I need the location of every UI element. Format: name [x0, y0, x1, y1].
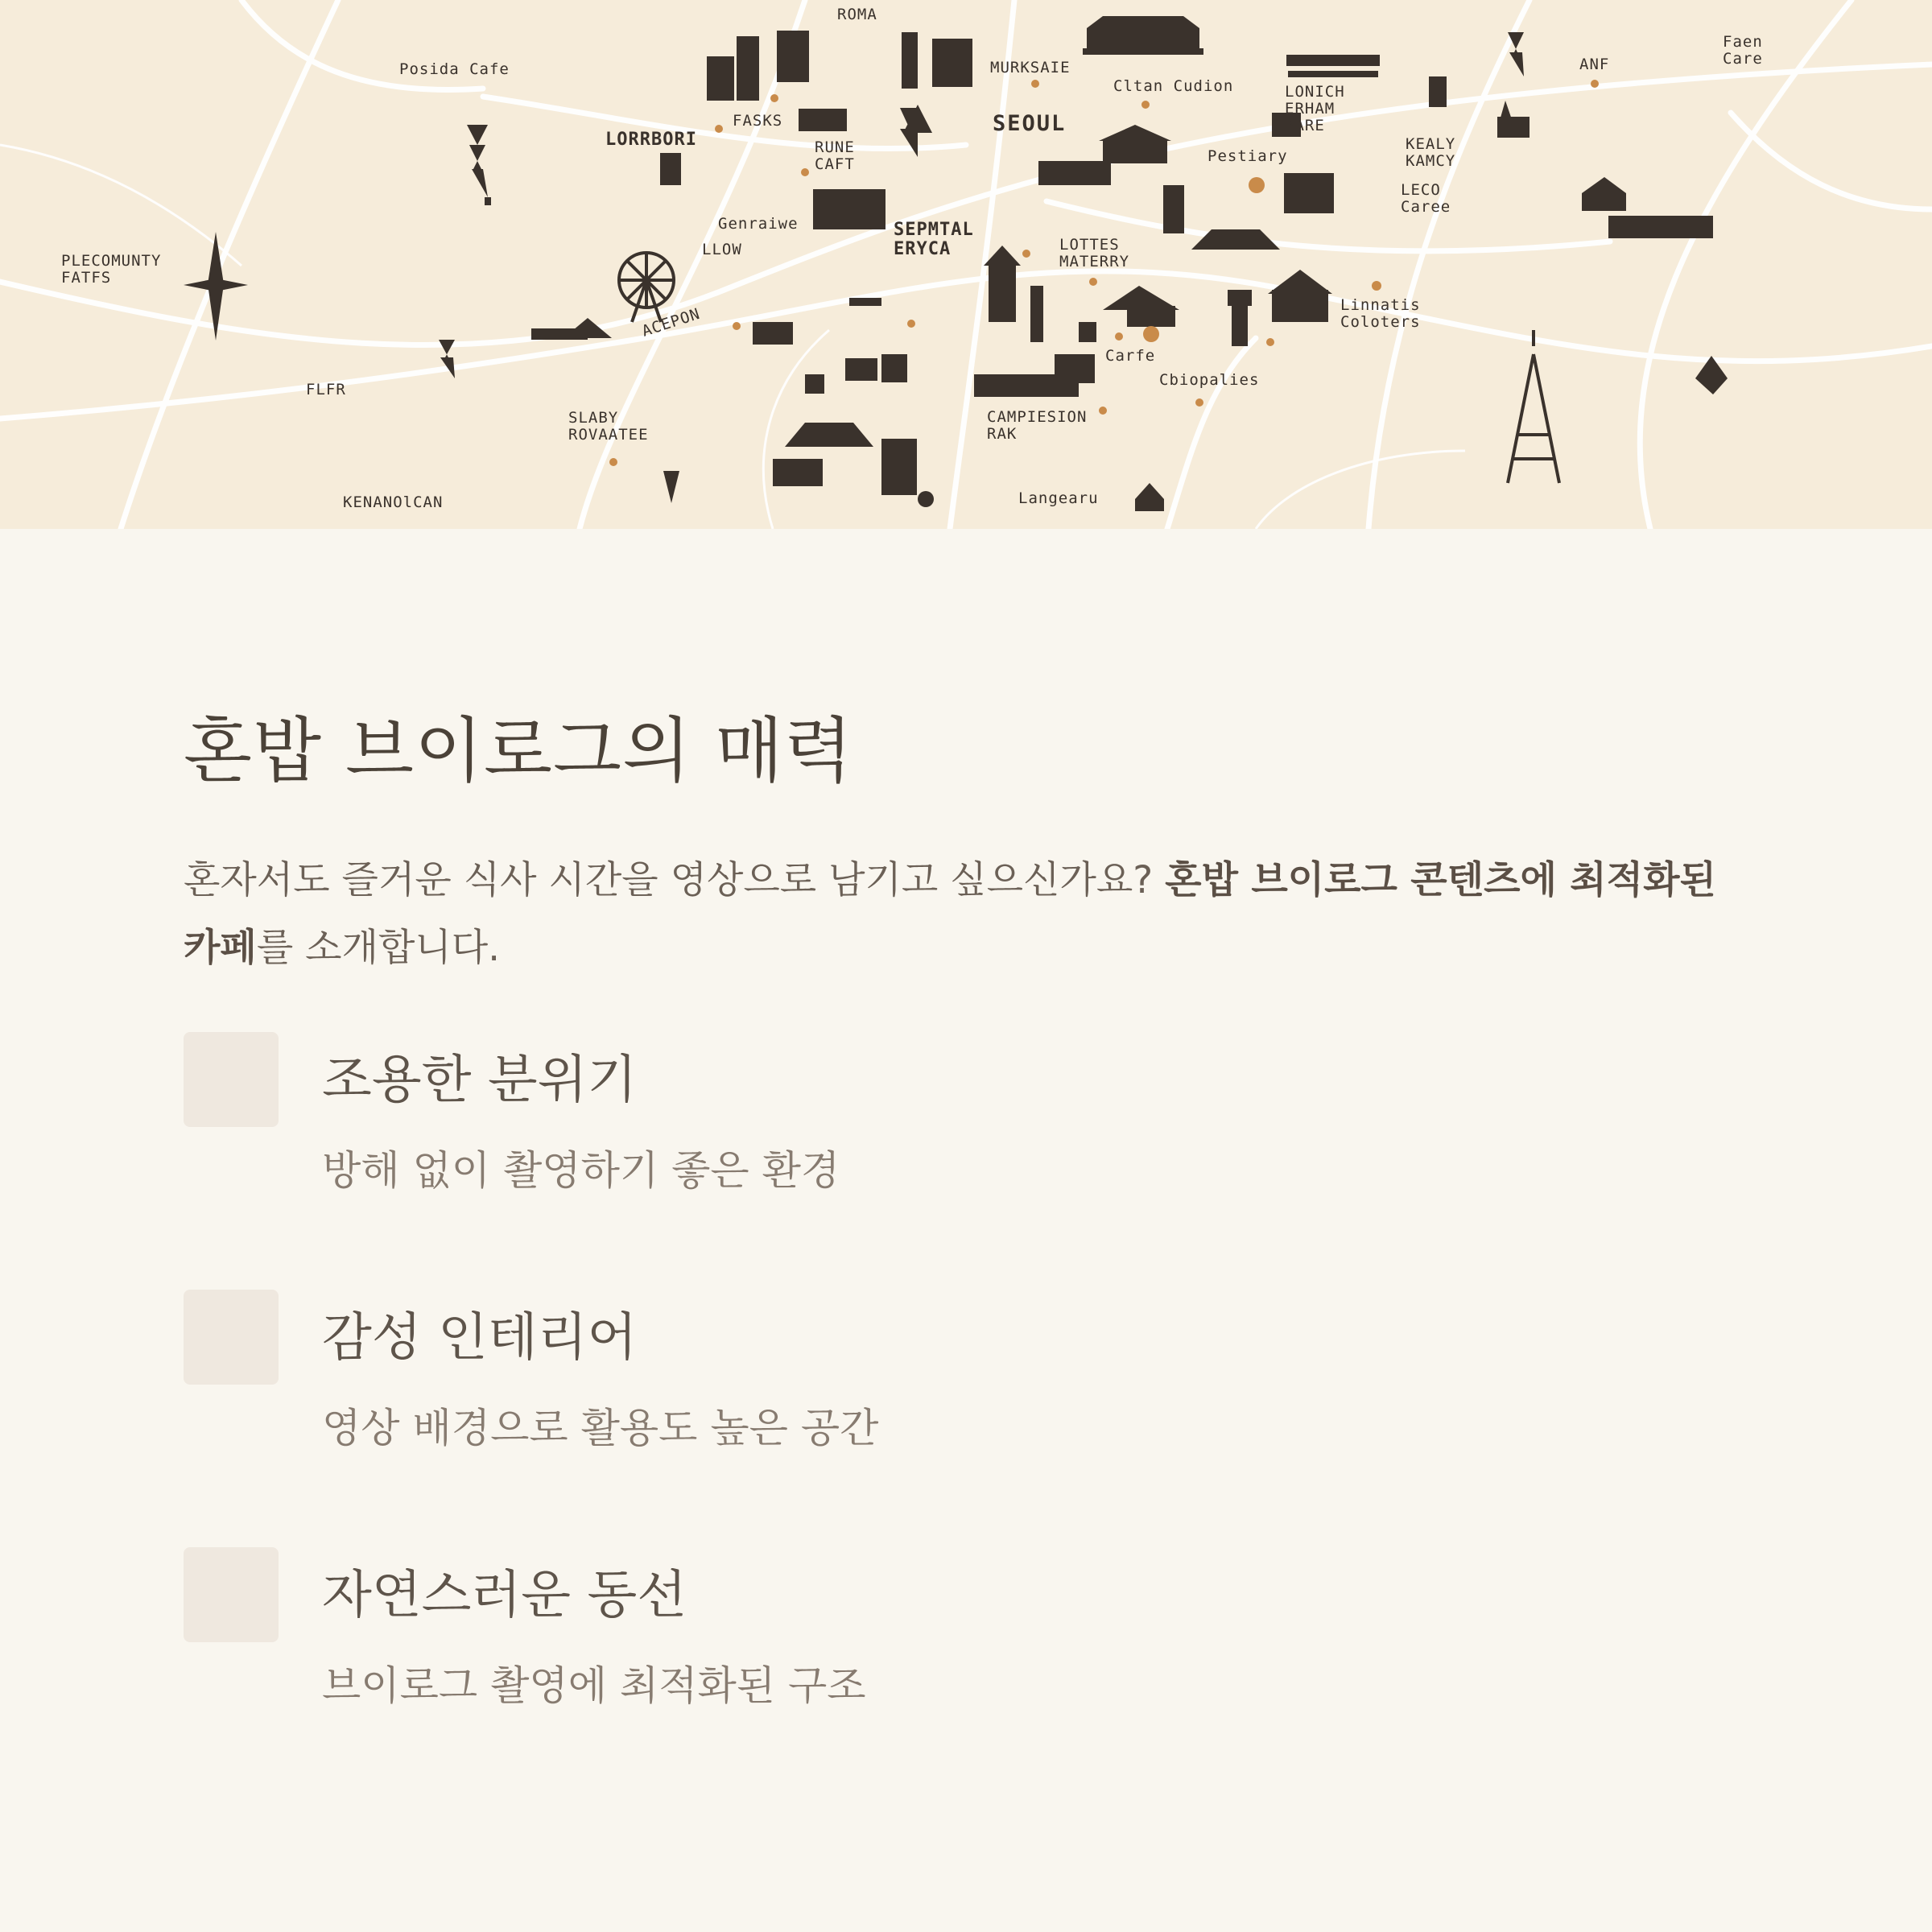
- map-label-acepon: ACEPON: [639, 304, 703, 341]
- map-label-carfe: Carfe: [1105, 347, 1156, 365]
- section-title: 혼밥 브이로그의 매력: [184, 709, 854, 792]
- hero-map-image: [0, 0, 1932, 529]
- feature-item: [184, 1547, 1748, 1805]
- map-label-cltan-cudion: Cltan Cudion: [1113, 77, 1234, 95]
- main-content: [184, 529, 1748, 1805]
- map-label-erham: ERHAM: [1285, 100, 1335, 118]
- intro-paragraph: [184, 847, 1753, 982]
- feature-icon-placeholder: [184, 1547, 279, 1642]
- map-label-rune-caft: RUNE CAFT: [815, 138, 855, 173]
- map-label-kenanolcan: KENANOlCAN: [343, 493, 444, 511]
- map-label-roma: ROMA: [837, 6, 877, 23]
- feature-list: [184, 1032, 1748, 1805]
- feature-icon-placeholder: [184, 1290, 279, 1385]
- intro-highlight: 혼밥 브이로그 콘텐츠에 최적화된 카페: [184, 857, 1716, 970]
- map-label-flfr: FLFR: [306, 381, 346, 398]
- map-label-slaby-rovaatee: SLABY ROVAATEE: [568, 409, 649, 444]
- map-label-pestiary: Pestiary: [1208, 147, 1288, 165]
- map-label-lorrbori: LORRBORI: [605, 130, 697, 150]
- map-label-fasks: FASKS: [733, 112, 783, 130]
- intro-text-1: 혼자서도 즐거운 식사 시간을 영상으로 남기고 싶으신가요?: [184, 857, 1166, 902]
- feature-description: 영상 배경으로 활용도 높은 공간: [322, 1404, 879, 1451]
- feature-title: 자연스러운 동선: [322, 1565, 687, 1625]
- feature-title: 조용한 분위기: [322, 1050, 638, 1110]
- map-label-posida-cafe: Posida Cafe: [399, 60, 510, 78]
- map-label-linnatis-coloters: Linnatis Coloters: [1340, 296, 1421, 331]
- map-label-pare: PARE: [1285, 117, 1325, 134]
- map-label-anf: ANF: [1579, 56, 1610, 73]
- map-label-lonich: LONICH: [1285, 83, 1345, 101]
- feature-icon-placeholder: [184, 1032, 279, 1127]
- feature-item: [184, 1290, 1748, 1547]
- illustrated-city-map: [0, 0, 1932, 529]
- map-label-plecomunty-fatfs: PLECOMUNTY FATFS: [61, 252, 162, 287]
- map-label-langearu: Langearu: [1018, 489, 1099, 507]
- map-label-sepmtal-eryca: SEPMTAL ERYCA: [894, 220, 974, 260]
- map-label-llow: LLOW: [702, 241, 742, 258]
- feature-title: 감성 인테리어: [322, 1307, 638, 1368]
- map-label-leco-caree: LECO Caree: [1401, 181, 1451, 216]
- feature-description: 브이로그 촬영에 최적화된 구조: [322, 1662, 866, 1709]
- intro-text-2: 를 소개합니다.: [256, 925, 501, 970]
- map-label-lottes-materry: LOTTES MATERRY: [1059, 236, 1130, 270]
- map-label-faen-care: Faen Care: [1723, 33, 1763, 68]
- map-label-cbiopalies: Cbiopalies: [1159, 371, 1260, 389]
- feature-description: 방해 없이 촬영하기 좋은 환경: [322, 1146, 840, 1194]
- map-label-campiesion-rak: CAMPIESION RAK: [987, 408, 1088, 443]
- map-label-kealy-kamcy: KEALY KAMCY: [1406, 135, 1456, 170]
- map-label-genraiwe: Genraiwe: [718, 215, 799, 233]
- tower-icon: [1508, 330, 1559, 483]
- feature-item: [184, 1032, 1748, 1290]
- map-label-murksaie: MURKSAIE: [990, 59, 1071, 76]
- map-label-seoul: SEOUL: [993, 111, 1067, 136]
